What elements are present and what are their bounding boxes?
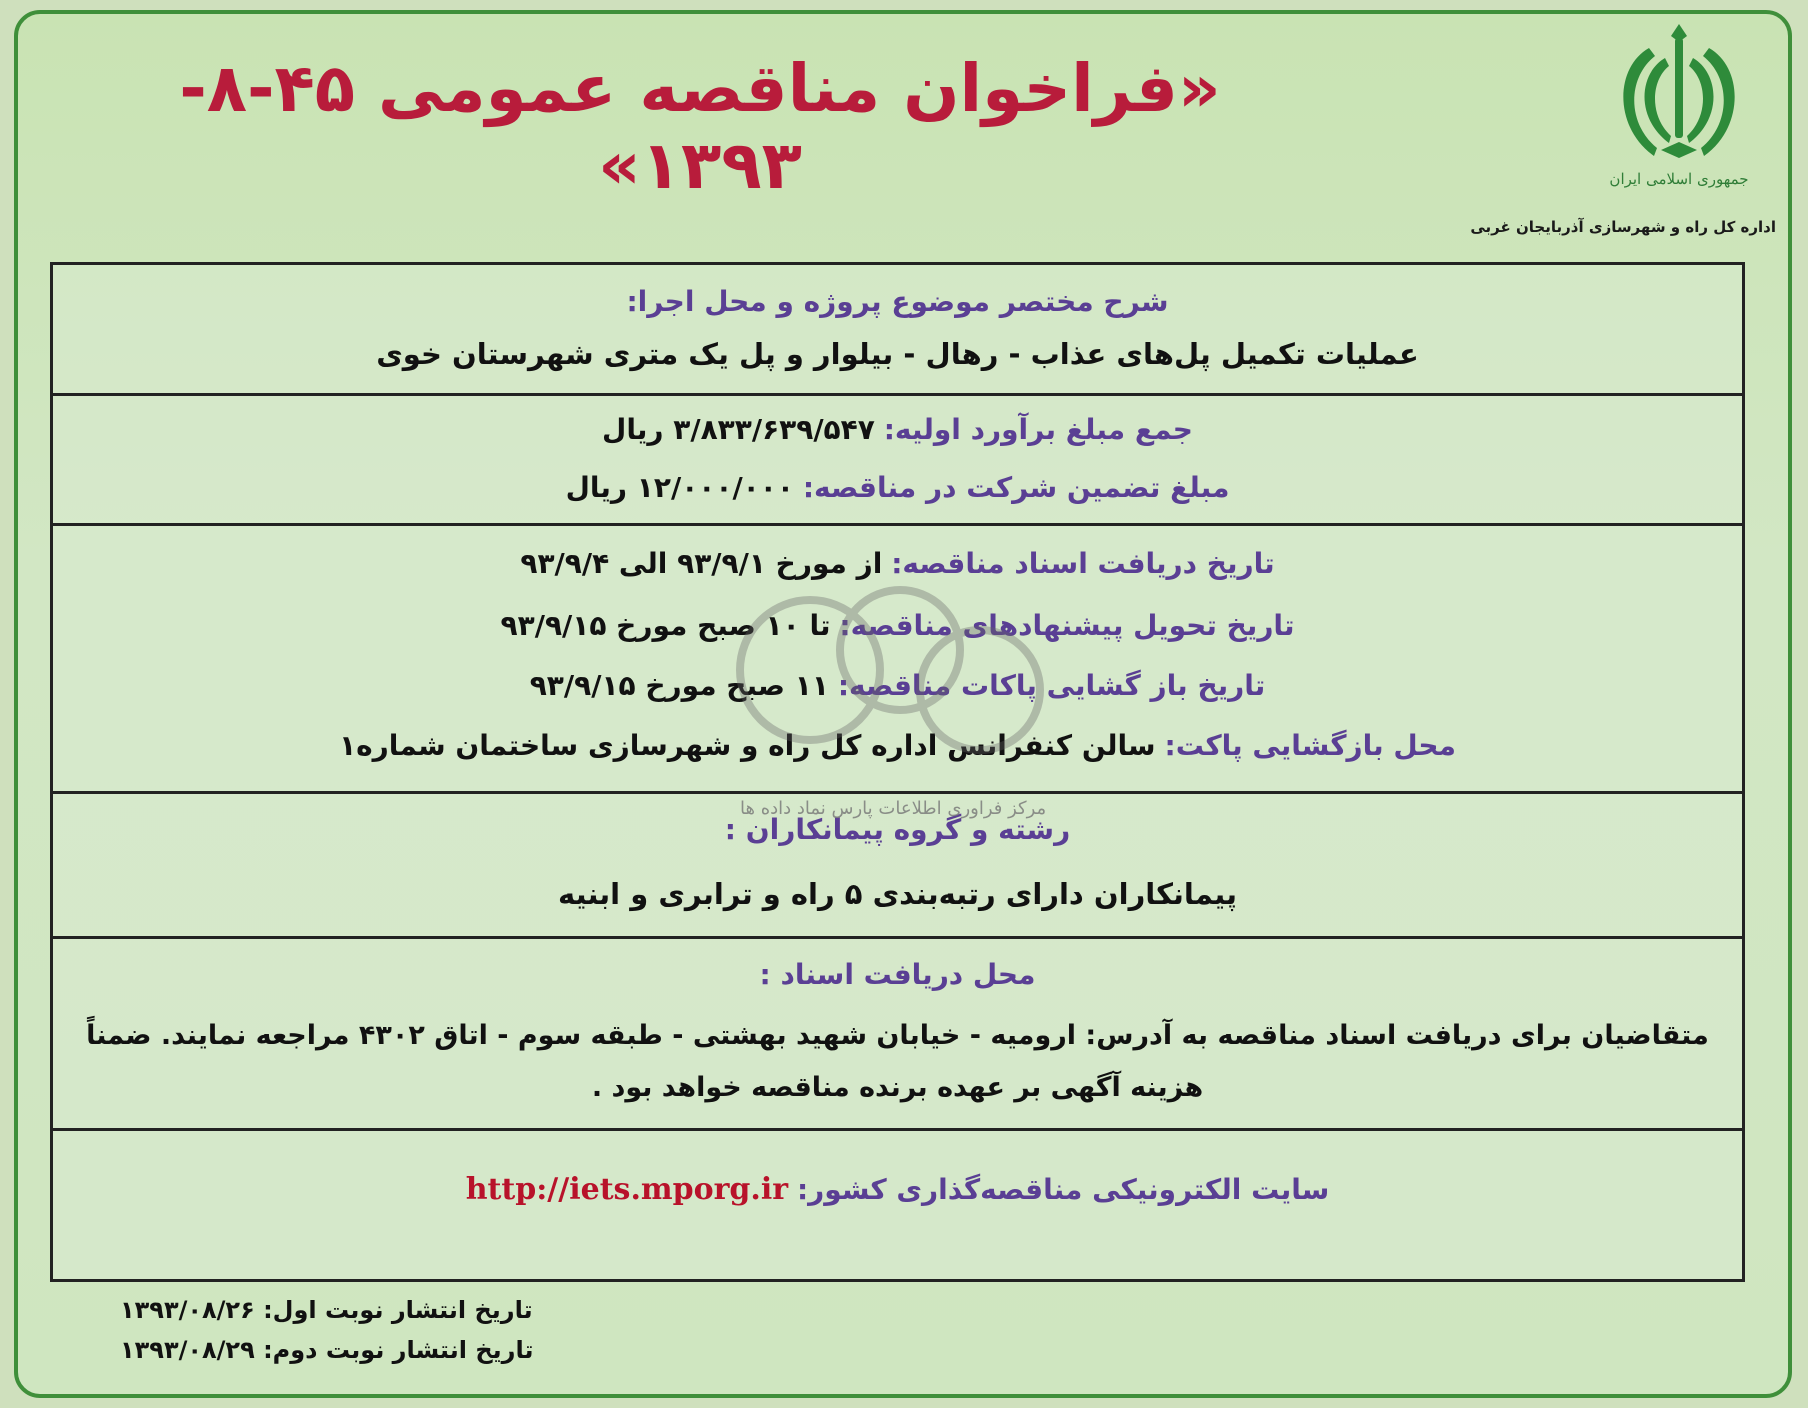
project-label: شرح مختصر موضوع پروژه و محل اجرا: xyxy=(626,285,1169,318)
iran-emblem xyxy=(1604,18,1754,198)
estimate-line xyxy=(53,413,1742,446)
open-line xyxy=(53,669,1742,702)
contractors-value: پیمانکاران دارای رتبه‌بندی ۵ راه و ترابری و ابنیه xyxy=(558,877,1237,911)
open-value: ۱۱ صبح مورخ ۹۳/۹/۱۵ xyxy=(529,669,829,702)
department-name: اداره کل راه و شهرسازی آذربایجان غربی xyxy=(1470,218,1776,236)
guarantee-label: مبلغ تضمین شرکت در مناقصه: xyxy=(802,471,1230,504)
amounts-section xyxy=(53,393,1742,526)
contractors-label: رشته و گروه پیمانکاران : xyxy=(724,813,1071,846)
documents-label: محل دریافت اسناد : xyxy=(759,958,1036,991)
place-line xyxy=(53,729,1742,762)
project-value: عملیات تکمیل پل‌های عذاب - رهال - بیلوار و پل یک متری شهرستان خوی xyxy=(376,337,1419,371)
documents-line-1: متقاضیان برای دریافت اسناد مناقصه به آدرس: ارومیه - خیابان شهید بهشتی - طبقه سوم - اتاق ۴۳۰۲ مراجعه نمایند. ضمناً xyxy=(86,1020,1709,1051)
deliver-line xyxy=(53,609,1742,642)
place-label: محل بازگشایی پاکت: xyxy=(1164,729,1456,762)
dates-section xyxy=(53,523,1742,794)
website-section xyxy=(53,1128,1742,1285)
documents-section xyxy=(53,936,1742,1131)
receive-value: از مورخ ۹۳/۹/۱ الی ۹۳/۹/۴ xyxy=(520,547,883,580)
website-line xyxy=(53,1172,1742,1207)
website-url[interactable]: http://iets.mporg.ir xyxy=(465,1172,789,1207)
receive-label: تاریخ دریافت اسناد مناقصه: xyxy=(891,547,1275,580)
emblem-icon xyxy=(1609,18,1749,168)
publication-second: تاریخ انتشار نوبت دوم: ۱۳۹۳/۰۸/۲۹ xyxy=(120,1336,534,1364)
open-label: تاریخ باز گشایی پاکات مناقصه: xyxy=(837,669,1266,702)
website-label: سایت الکترونیکی مناقصه‌گذاری کشور: xyxy=(796,1173,1330,1206)
estimate-value: ۳/۸۳۳/۶۳۹/۵۴۷ ریال xyxy=(602,413,875,446)
watermark-text: مرکز فراوری اطلاعات پارس نماد داده ها xyxy=(740,798,1047,819)
documents-line-2: هزینه آگهی بر عهده برنده مناقصه خواهد بود . xyxy=(591,1072,1204,1103)
guarantee-value: ۱۲/۰۰۰/۰۰۰ ریال xyxy=(565,471,794,504)
estimate-label: جمع مبلغ برآورد اولیه: xyxy=(883,413,1193,446)
place-value: سالن کنفرانس اداره کل راه و شهرسازی ساختمان شماره۱ xyxy=(339,729,1156,762)
page-title: «فراخوان مناقصه عمومی ۴۵-۸- ۱۳۹۳» xyxy=(179,50,1221,204)
deliver-label: تاریخ تحویل پیشنهادهای مناقصه: xyxy=(839,609,1295,642)
guarantee-line xyxy=(53,471,1742,504)
publication-first: تاریخ انتشار نوبت اول: ۱۳۹۳/۰۸/۲۶ xyxy=(120,1296,533,1324)
receive-line xyxy=(53,547,1742,580)
project-section xyxy=(53,265,1742,396)
tender-details-box xyxy=(50,262,1745,1282)
country-name: جمهوری اسلامی ایران xyxy=(1609,170,1749,188)
deliver-value: تا ۱۰ صبح مورخ ۹۳/۹/۱۵ xyxy=(500,609,831,642)
